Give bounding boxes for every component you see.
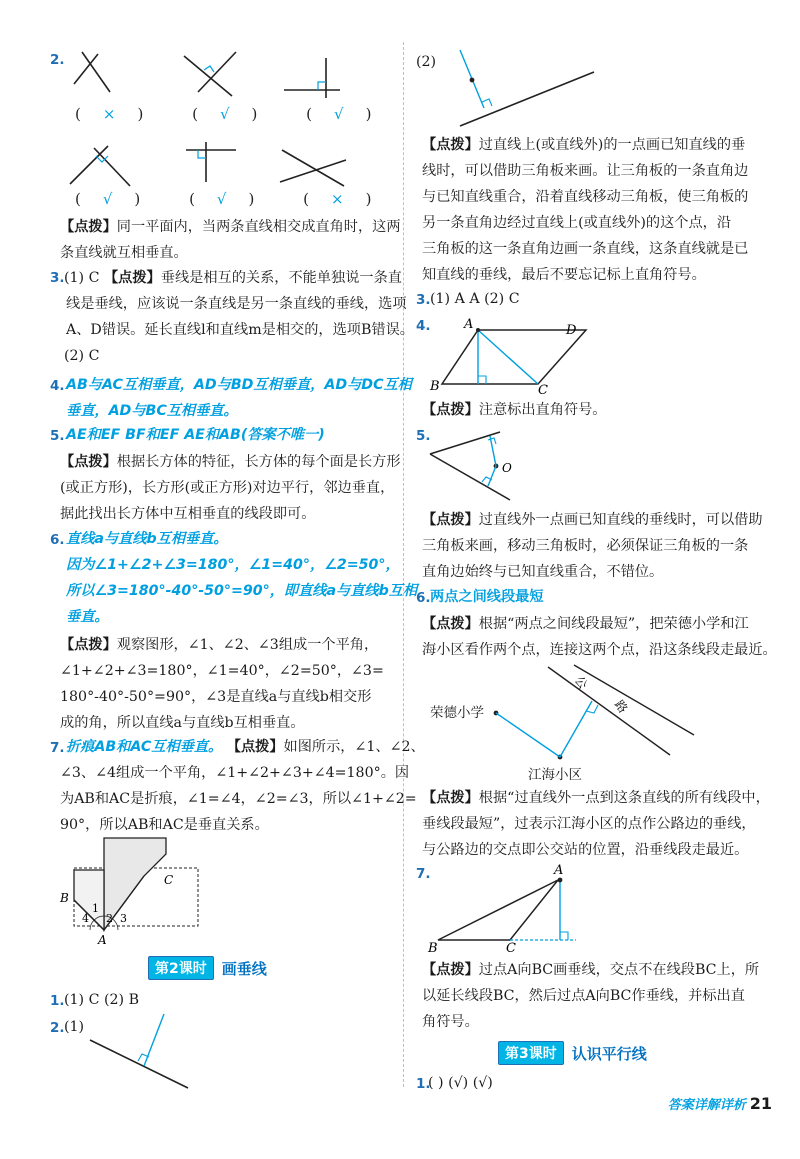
lesson-3-heading — [498, 1041, 647, 1065]
r-q4-hint: 【点拨】注意标出直角符号。 — [422, 402, 607, 418]
q7-line-3: 为AB和AC是折痕，∠1=∠4，∠2=∠3，所以∠1+∠2= — [60, 791, 417, 807]
q2-figure-1 — [70, 50, 140, 95]
q5-line-1: AE和EF BF和EF AE和AB(答案不唯一) — [66, 427, 325, 443]
q6-line-3: 所以∠3=180°-40°-50°=90°，即直线a与直线b互相 — [66, 583, 418, 599]
footer-tag: 答案详解详析 — [667, 1098, 746, 1113]
r-q2-hint-5: 三角板的这一条直角边画一条直线，这条直线就是已 — [422, 241, 749, 257]
page-footer — [668, 1094, 772, 1113]
q6-line-2: 因为∠1+∠2+∠3=180°，∠1=40°，∠2=50°， — [66, 557, 400, 573]
q6-line-1: 直线a与直线b互相垂直。 — [66, 531, 228, 547]
fig7r-label-b: B — [428, 941, 438, 956]
fig7-label-1: 1 — [92, 902, 99, 915]
r-q6-hint2-3: 与公路边的交点即公交站的位置，沿垂线段走最近。 — [422, 842, 749, 858]
fig7-label-c: C — [164, 873, 174, 887]
l2q2-number: 2. — [50, 1020, 65, 1036]
q6-hint-2: ∠1+∠2+∠3=180°，∠1=40°，∠2=50°，∠3= — [60, 663, 384, 679]
fig4-label-d: D — [566, 323, 577, 338]
q3-line-2: 线是垂线，应该说一条直线是另一条直线的垂线，选项 — [66, 296, 407, 312]
q3-line-3: A、D错误。延长直线l和直线m是相交的，选项B错误。 — [66, 322, 414, 338]
r-q2-hint-6: 知直线的垂线，最后不要忘记标上直角符号。 — [422, 267, 706, 283]
q7-fold-figure — [60, 838, 210, 948]
fig7-label-2: 2 — [106, 912, 113, 925]
r-q5-hint-2: 三角板来画，移动三角板时，必须保证三角板的一条 — [422, 538, 749, 554]
q6-number: 6. — [50, 532, 65, 548]
lesson-2-title: 画垂线 — [221, 959, 267, 978]
q6-hint-4: 成的角，所以直线a与直线b互相垂直。 — [60, 715, 305, 731]
fig7r-label-a: A — [554, 863, 564, 878]
q6-hint-1: 【点拨】观察图形，∠1、∠2、∠3组成一个平角， — [60, 637, 379, 653]
fig7-label-4: 4 — [82, 912, 89, 925]
road-label-1: 公 — [571, 673, 591, 692]
q2-figure-6 — [280, 146, 360, 191]
lesson-2-badge: 第2课时 — [148, 956, 214, 980]
r-q7-hint-1: 【点拨】过点A向BC画垂线，交点不在线段BC上，所 — [422, 962, 760, 978]
q6-hint-3: 180°-40°-50°=90°，∠3是直线a与直线b相交形 — [60, 689, 372, 705]
r-q7-hint-2: 以延长线段BC，然后过点A向BC作垂线，并标出直 — [422, 988, 745, 1004]
q5-hint-1: 【点拨】根据长方体的特征，长方体的每个面是长方形 — [60, 454, 401, 470]
q5-number: 5. — [50, 428, 65, 444]
fig4-label-a: A — [464, 317, 474, 332]
fig7-label-3: 3 — [120, 912, 127, 925]
q7-line-2: ∠3、∠4组成一个平角，∠1+∠2+∠3+∠4=180°。因 — [60, 765, 410, 781]
r-q5-number: 5. — [416, 428, 431, 444]
q3-line-4: (2) C — [64, 348, 100, 364]
q4-line-2: 垂直，AD与BC互相垂直。 — [66, 403, 238, 419]
q7-number: 7. — [50, 740, 65, 756]
fig7-label-a: A — [98, 933, 107, 947]
r-q6-hint-1: 【点拨】根据“两点之间线段最短”，把荣德小学和江 — [422, 616, 749, 632]
page-number: 21 — [749, 1094, 772, 1113]
lesson-3-title: 认识平行线 — [571, 1044, 647, 1063]
l2q2-text: (1) — [64, 1019, 85, 1035]
road-label-2: 路 — [611, 697, 631, 716]
q2-answer-row2: ( √ ) ( √ ) ( × ) — [75, 190, 372, 208]
r-q7-hint-3: 角符号。 — [422, 1014, 479, 1030]
r-q5-angle-figure — [430, 430, 540, 510]
r-q5-hint-3: 直角边始终与已知直线重合，不错位。 — [422, 564, 664, 580]
fig4-label-c: C — [538, 383, 548, 398]
q4-line-1: AB与AC互相垂直，AD与BD互相垂直，AD与DC互相 — [66, 377, 412, 393]
q2-hint-2: 条直线就互相垂直。 — [60, 245, 188, 261]
r-q6-answer: 两点之间线段最短 — [430, 589, 544, 605]
fig7-label-b: B — [60, 891, 69, 905]
q2-hint-1: 【点拨】同一平面内，当两条直线相交成直角时，这两 — [60, 219, 401, 235]
r-q4-number: 4. — [416, 318, 431, 334]
q2-number: 2. — [50, 52, 65, 68]
r-q3-text: (1) A A (2) C — [430, 291, 520, 307]
r-q6-hint-2: 海小区看作两个点，连接这两个点，沿这条线段走最近。 — [422, 642, 777, 658]
l2q2-figure-1 — [90, 1012, 200, 1092]
r-q7-number: 7. — [416, 866, 431, 882]
fig4-label-b: B — [430, 379, 440, 394]
l2q1-number: 1. — [50, 993, 65, 1009]
lesson-3-badge: 第3课时 — [498, 1041, 564, 1065]
r-q2-hint-2: 线时，可以借助三角板来画。让三角板的一条直角边 — [422, 163, 749, 179]
q2-figure-2 — [180, 50, 250, 100]
l3q1-number: 1. — [416, 1076, 431, 1092]
q2-figure-3 — [280, 56, 350, 101]
q3-number: 3. — [50, 270, 65, 286]
q2-answer-row1: ( × ) ( √ ) ( √ ) — [75, 105, 372, 123]
column-divider — [403, 42, 404, 1087]
r-q5-hint-1: 【点拨】过直线外一点画已知直线的垂线时，可以借助 — [422, 512, 763, 528]
r-q2-hint-4: 另一条直角边经过直线上(或直线外)的这个点，沿 — [422, 215, 732, 231]
q7-line-4: 90°，所以AB和AC是垂直关系。 — [60, 817, 269, 833]
l2q1-text: (1) C (2) B — [64, 992, 140, 1008]
r-q6-number: 6. — [416, 590, 431, 606]
fig6-community-label: 江海小区 — [528, 767, 582, 783]
r-q3-number: 3. — [416, 292, 431, 308]
r-q7-triangle — [426, 863, 596, 956]
r-q2-figure-2 — [460, 50, 600, 130]
q2-figure-4 — [68, 142, 138, 192]
q3-line-1: (1) C 【点拨】垂线是相互的关系，不能单独说一条直 — [64, 270, 402, 286]
r-q6-hint2-2: 垂线段最短”，过表示江海小区的点作公路边的垂线， — [422, 816, 756, 832]
q6-line-4: 垂直。 — [66, 609, 109, 625]
q2-figure-5 — [184, 142, 254, 187]
q2-part2-label: (2) — [416, 54, 437, 70]
r-q2-hint-1: 【点拨】过直线上(或直线外)的一点画已知直线的垂 — [422, 137, 746, 153]
lesson-2-heading — [148, 956, 267, 980]
fig6-school-label: 荣德小学 — [430, 705, 484, 721]
r-q6-hint2-1: 【点拨】根据“过直线外一点到这条直线的所有线段中， — [422, 790, 770, 806]
q4-number: 4. — [50, 378, 65, 394]
q5-hint-3: 据此找出长方体中互相垂直的线段即可。 — [60, 506, 316, 522]
r-q2-hint-3: 与已知直线重合，沿着直线移动三角板，使三角板的 — [422, 189, 749, 205]
q7-line-1: 折痕AB和AC互相垂直。 【点拨】如图所示，∠1、∠2、 — [66, 739, 425, 755]
fig7r-label-c: C — [506, 941, 516, 956]
q5-hint-2: (或正方形)，长方形(或正方形)对边平行，邻边垂直， — [60, 480, 395, 496]
fig5-label-o: O — [502, 461, 512, 475]
l3q1-text: ( ) (√) (√) — [428, 1075, 493, 1091]
r-q4-parallelogram — [430, 317, 590, 400]
